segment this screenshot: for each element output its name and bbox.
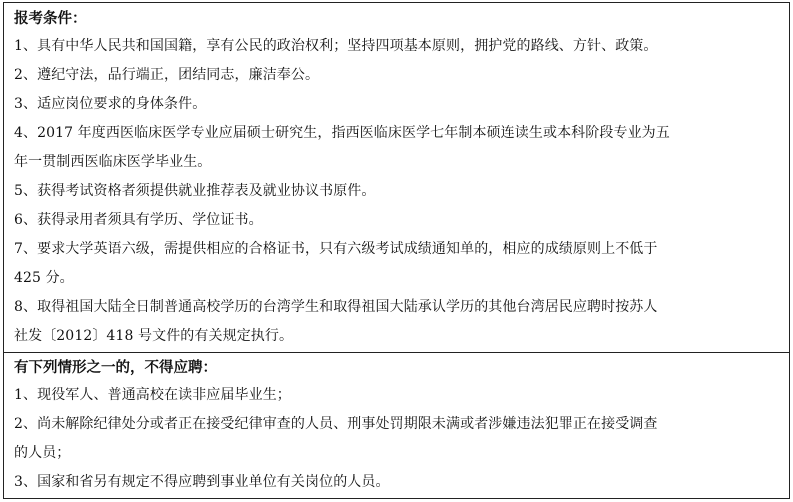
item-line: 2、遵纪守法，品行端正，团结同志，廉洁奉公。 bbox=[14, 67, 320, 83]
item-line: 的人员； bbox=[14, 445, 71, 461]
condition-item bbox=[14, 293, 781, 351]
condition-item bbox=[14, 61, 781, 90]
item-line: 社发〔2012〕418 号文件的有关规定执行。 bbox=[14, 328, 294, 344]
disqualification-item bbox=[14, 410, 781, 468]
item-line: 年一贯制西医临床医学毕业生。 bbox=[14, 154, 212, 170]
condition-item bbox=[14, 119, 781, 177]
condition-item bbox=[14, 90, 781, 119]
item-line: 425 分。 bbox=[14, 270, 74, 286]
section-title: 报考条件： bbox=[14, 11, 87, 27]
section-title: 有下列情形之一的，不得应聘： bbox=[14, 360, 217, 376]
item-line: 7、要求大学英语六级，需提供相应的合格证书，只有六级考试成绩通知单的，相应的成绩原则上不低于 bbox=[14, 241, 658, 257]
item-line: 5、获得考试资格者须提供就业推荐表及就业协议书原件。 bbox=[14, 183, 376, 199]
item-line: 1、现役军人、普通高校在读非应届毕业生； bbox=[14, 387, 291, 403]
item-line: 1、具有中华人民共和国国籍，享有公民的政治权利；坚持四项基本原则，拥护党的路线、方针、政策。 bbox=[14, 38, 658, 54]
item-line: 3、适应岗位要求的身体条件。 bbox=[14, 96, 207, 112]
section-application-conditions bbox=[4, 3, 789, 352]
disqualification-item bbox=[14, 381, 781, 410]
condition-item bbox=[14, 177, 781, 206]
condition-item bbox=[14, 206, 781, 235]
disqualification-item bbox=[14, 468, 781, 497]
item-line: 3、国家和省另有规定不得应聘到事业单位有关岗位的人员。 bbox=[14, 474, 390, 490]
requirements-table bbox=[3, 2, 790, 499]
section-disqualifications bbox=[4, 352, 789, 498]
item-line: 6、获得录用者须具有学历、学位证书。 bbox=[14, 212, 263, 228]
item-line: 8、取得祖国大陆全日制普通高校学历的台湾学生和取得祖国大陆承认学历的其他台湾居民应聘时按苏人 bbox=[14, 299, 658, 315]
item-line: 4、2017 年度西医临床医学专业应届硕士研究生，指西医临床医学七年制本硕连读生或本科阶段专业为五 bbox=[14, 125, 670, 141]
condition-item bbox=[14, 235, 781, 293]
item-line: 2、尚未解除纪律处分或者正在接受纪律审查的人员、刑事处罚期限未满或者涉嫌违法犯罪正在接受调查 bbox=[14, 416, 658, 432]
condition-item bbox=[14, 32, 781, 61]
